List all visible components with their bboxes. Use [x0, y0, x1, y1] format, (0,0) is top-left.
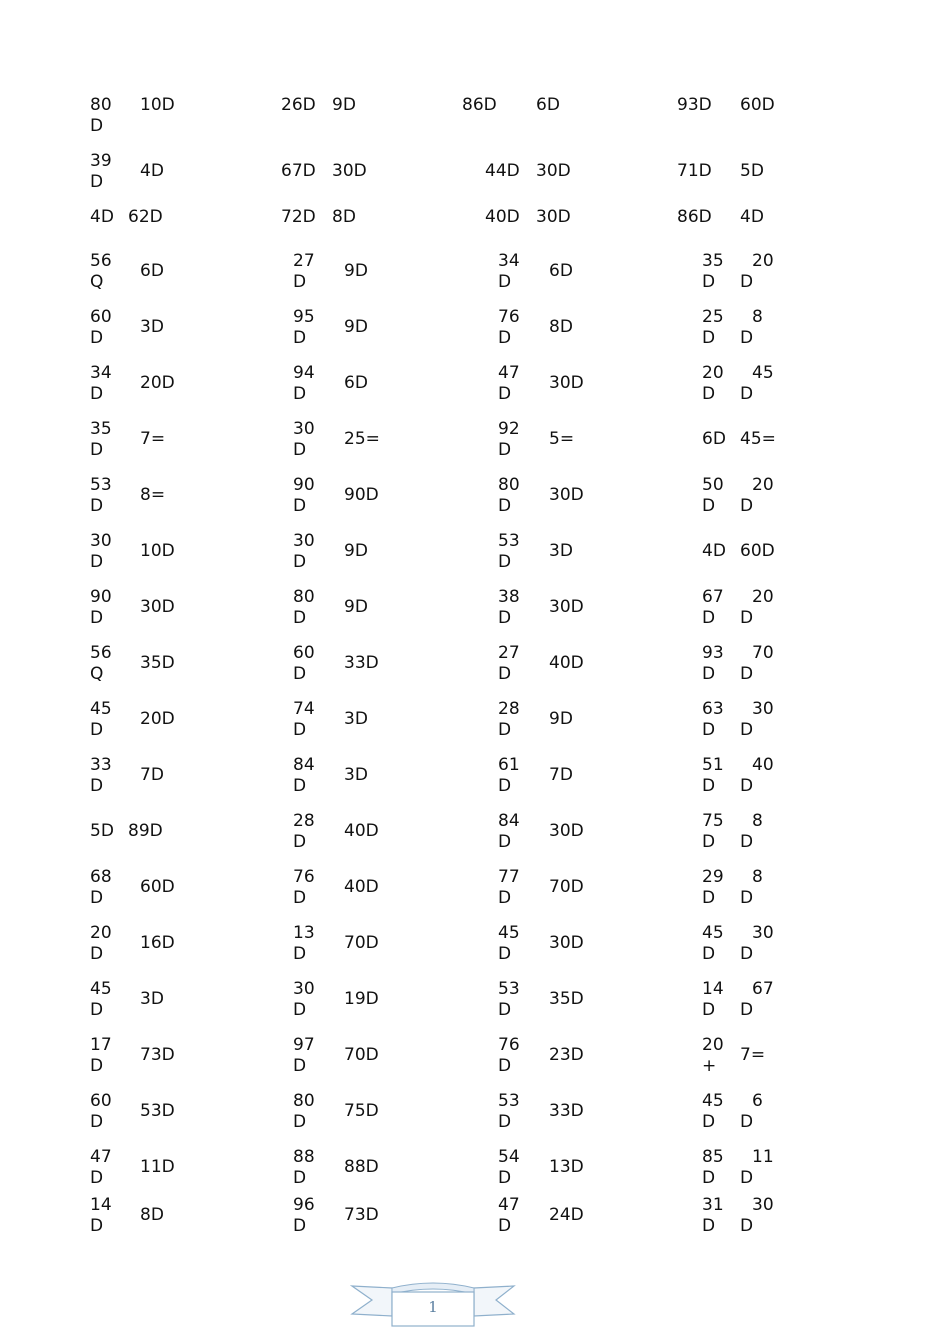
page-footer-ribbon — [350, 1278, 516, 1330]
cell-c6: 35D — [549, 989, 584, 1009]
exercise-row — [0, 475, 950, 531]
cell-c3b: D — [293, 1168, 307, 1188]
cell-c3a: 97 — [293, 1035, 315, 1055]
cell-c5b: D — [498, 1168, 512, 1188]
cell-c2: 8= — [140, 485, 166, 505]
cell-c4: 30D — [332, 161, 367, 181]
cell-c6: 33D — [549, 1101, 584, 1121]
cell-c2: 60D — [140, 877, 175, 897]
cell-c2: 8D — [140, 1205, 164, 1225]
cell-c8a: 20 — [752, 587, 774, 607]
cell-c3b: D — [293, 832, 307, 852]
cell-c1a: 30 — [90, 531, 112, 551]
cell-c8a: 45 — [752, 363, 774, 383]
exercise-row — [0, 1195, 950, 1251]
cell-c7b: D — [702, 888, 716, 908]
cell-c8: 60D — [740, 95, 775, 115]
cell-c6: 30D — [549, 373, 584, 393]
cell-c1b: D — [90, 1056, 104, 1076]
cell-c5b: D — [498, 384, 512, 404]
cell-c4: 40D — [344, 877, 379, 897]
cell-c7b: + — [702, 1056, 717, 1076]
cell-c7b: D — [702, 1216, 716, 1236]
cell-c1a: 53 — [90, 475, 112, 495]
cell-c2: 3D — [140, 989, 164, 1009]
cell-c1b: D — [90, 440, 104, 460]
cell-c2: 6D — [140, 261, 164, 281]
exercise-row — [0, 923, 950, 979]
cell-c8: 5D — [740, 161, 764, 181]
cell-c5a: 34 — [498, 251, 520, 271]
cell-c1a: 34 — [90, 363, 112, 383]
cell-c3a: 13 — [293, 923, 315, 943]
cell-c5a: 84 — [498, 811, 520, 831]
cell-c5b: D — [498, 776, 512, 796]
cell-c8a: 20 — [752, 251, 774, 271]
cell-c5b: D — [498, 272, 512, 292]
cell-c8a: 6 — [752, 1091, 763, 1111]
cell-c4: 40D — [344, 821, 379, 841]
cell-c7a: 51 — [702, 755, 724, 775]
cell-c5b: D — [498, 664, 512, 684]
cell-c3b: D — [293, 1112, 307, 1132]
cell-c1a: 33 — [90, 755, 112, 775]
cell-c6: 30D — [549, 485, 584, 505]
cell-c5a: 54 — [498, 1147, 520, 1167]
cell-c2: 30D — [140, 597, 175, 617]
cell-c2: 7D — [140, 765, 164, 785]
cell-c7a: 63 — [702, 699, 724, 719]
cell-c7b: D — [702, 328, 716, 348]
cell-c3b: D — [293, 664, 307, 684]
cell-c5a: 53 — [498, 531, 520, 551]
cell-c6: 13D — [549, 1157, 584, 1177]
cell-c8a: 8 — [752, 307, 763, 327]
cell-c3a: 74 — [293, 699, 315, 719]
cell-c4: 9D — [344, 317, 368, 337]
cell-c8b: D — [740, 664, 754, 684]
cell-c3b: D — [293, 1000, 307, 1020]
cell-c1a: 90 — [90, 587, 112, 607]
cell-c2: 89D — [128, 821, 163, 841]
cell-c4: 33D — [344, 653, 379, 673]
cell-c7a: 29 — [702, 867, 724, 887]
cell-c5a: 47 — [498, 1195, 520, 1215]
cell-c5b: D — [498, 440, 512, 460]
cell-c3a: 27 — [293, 251, 315, 271]
cell-c7b: D — [702, 496, 716, 516]
cell-c8b: D — [740, 888, 754, 908]
cell-c1a: 56 — [90, 643, 112, 663]
cell-c3a: 30 — [293, 419, 315, 439]
cell-c6: 8D — [549, 317, 573, 337]
cell-c4: 9D — [344, 597, 368, 617]
cell-c2: 20D — [140, 709, 175, 729]
cell-c1a: 56 — [90, 251, 112, 271]
cell-c3: 67D — [281, 161, 316, 181]
cell-c5b: D — [498, 944, 512, 964]
cell-c5b: D — [498, 888, 512, 908]
cell-c2: 11D — [140, 1157, 175, 1177]
cell-c7: 4D — [702, 541, 726, 561]
cell-c6: 40D — [549, 653, 584, 673]
cell-c7b: D — [702, 1168, 716, 1188]
cell-c3b: D — [293, 384, 307, 404]
cell-c5: 40D — [485, 207, 520, 227]
cell-c4: 19D — [344, 989, 379, 1009]
cell-c3a: 30 — [293, 979, 315, 999]
cell-c6: 70D — [549, 877, 584, 897]
cell-c7a: 67 — [702, 587, 724, 607]
cell-c5a: 76 — [498, 307, 520, 327]
cell-c3b: D — [293, 1056, 307, 1076]
cell-c5b: D — [498, 1056, 512, 1076]
cell-c5b: D — [498, 496, 512, 516]
cell-c6: 6D — [536, 95, 560, 115]
cell-c7: 86D — [677, 207, 712, 227]
exercise-row — [0, 643, 950, 699]
cell-c1b: D — [90, 328, 104, 348]
cell-c8b: D — [740, 496, 754, 516]
cell-c8a: 40 — [752, 755, 774, 775]
cell-c5a: 92 — [498, 419, 520, 439]
cell-c8a: 8 — [752, 811, 763, 831]
cell-c4: 3D — [344, 709, 368, 729]
cell-c3: 26D — [281, 95, 316, 115]
cell-c3: 72D — [281, 207, 316, 227]
cell-c1b: D — [90, 888, 104, 908]
cell-c5b: D — [498, 552, 512, 572]
cell-c7b: D — [702, 608, 716, 628]
cell-c3b: D — [293, 1216, 307, 1236]
cell-c8a: 30 — [752, 699, 774, 719]
cell-c2: 62D — [128, 207, 163, 227]
cell-c7b: D — [702, 944, 716, 964]
cell-c7a: 31 — [702, 1195, 724, 1215]
cell-c7b: D — [702, 776, 716, 796]
cell-c1a: 60 — [90, 307, 112, 327]
cell-c8a: 67 — [752, 979, 774, 999]
cell-c5b: D — [498, 1000, 512, 1020]
cell-c7a: 45 — [702, 923, 724, 943]
cell-c1b: D — [90, 116, 104, 136]
cell-c2: 3D — [140, 317, 164, 337]
exercise-row — [0, 1035, 950, 1091]
cell-c4: 9D — [344, 261, 368, 281]
cell-c5a: 45 — [498, 923, 520, 943]
cell-c6: 23D — [549, 1045, 584, 1065]
cell-c7a: 25 — [702, 307, 724, 327]
cell-c3a: 60 — [293, 643, 315, 663]
cell-c5a: 76 — [498, 1035, 520, 1055]
cell-c1b: D — [90, 776, 104, 796]
page-number: 1 — [428, 1298, 438, 1316]
cell-c2: 53D — [140, 1101, 175, 1121]
cell-c6: 30D — [536, 207, 571, 227]
cell-c8b: D — [740, 272, 754, 292]
cell-c3b: D — [293, 888, 307, 908]
cell-c4: 70D — [344, 1045, 379, 1065]
cell-c1: 4D — [90, 207, 114, 227]
cell-c5b: D — [498, 608, 512, 628]
cell-c7: 6D — [702, 429, 726, 449]
cell-c2: 10D — [140, 95, 175, 115]
cell-c6: 9D — [549, 709, 573, 729]
cell-c5b: D — [498, 1216, 512, 1236]
cell-c8a: 11 — [752, 1147, 774, 1167]
cell-c3a: 80 — [293, 587, 315, 607]
cell-c1a: 35 — [90, 419, 112, 439]
cell-c1a: 80 — [90, 95, 112, 115]
cell-c3b: D — [293, 552, 307, 572]
cell-c8b: D — [740, 1000, 754, 1020]
cell-c2: 7= — [140, 429, 166, 449]
cell-c5b: D — [498, 1112, 512, 1132]
cell-c7a: 35 — [702, 251, 724, 271]
exercise-row — [0, 531, 950, 587]
cell-c3a: 76 — [293, 867, 315, 887]
exercise-row — [0, 867, 950, 923]
cell-c8b: D — [740, 1168, 754, 1188]
cell-c7a: 14 — [702, 979, 724, 999]
cell-c5: 44D — [485, 161, 520, 181]
exercise-row — [0, 699, 950, 755]
cell-c3a: 88 — [293, 1147, 315, 1167]
cell-c5a: 38 — [498, 587, 520, 607]
cell-c5a: 47 — [498, 363, 520, 383]
cell-c7b: D — [702, 664, 716, 684]
cell-c1b: D — [90, 944, 104, 964]
cell-c1b: D — [90, 1000, 104, 1020]
cell-c1b: D — [90, 720, 104, 740]
cell-c1b: Q — [90, 272, 104, 292]
cell-c6: 30D — [536, 161, 571, 181]
cell-c8b: D — [740, 944, 754, 964]
cell-c1a: 20 — [90, 923, 112, 943]
cell-c8a: 30 — [752, 923, 774, 943]
cell-c1b: D — [90, 384, 104, 404]
cell-c8: 45= — [740, 429, 776, 449]
cell-c4: 90D — [344, 485, 379, 505]
cell-c5a: 77 — [498, 867, 520, 887]
cell-c1b: D — [90, 496, 104, 516]
cell-c1a: 45 — [90, 699, 112, 719]
cell-c7a: 45 — [702, 1091, 724, 1111]
cell-c1a: 47 — [90, 1147, 112, 1167]
exercise-row — [0, 979, 950, 1035]
cell-c8: 4D — [740, 207, 764, 227]
cell-c1b: Q — [90, 664, 104, 684]
cell-c5a: 80 — [498, 475, 520, 495]
cell-c7b: D — [702, 720, 716, 740]
cell-c6: 3D — [549, 541, 573, 561]
cell-c3a: 30 — [293, 531, 315, 551]
cell-c1b: D — [90, 552, 104, 572]
cell-c1b: D — [90, 1112, 104, 1132]
cell-c7a: 93 — [702, 643, 724, 663]
cell-c3b: D — [293, 776, 307, 796]
cell-c8b: D — [740, 1112, 754, 1132]
cell-c8a: 70 — [752, 643, 774, 663]
cell-c5a: 53 — [498, 979, 520, 999]
cell-c1a: 60 — [90, 1091, 112, 1111]
cell-c2: 16D — [140, 933, 175, 953]
cell-c8b: D — [740, 328, 754, 348]
cell-c8a: 30 — [752, 1195, 774, 1215]
cell-c4: 9D — [344, 541, 368, 561]
cell-c7b: D — [702, 1000, 716, 1020]
cell-c6: 30D — [549, 597, 584, 617]
cell-c3b: D — [293, 608, 307, 628]
cell-c4: 3D — [344, 765, 368, 785]
cell-c8a: 20 — [752, 475, 774, 495]
cell-c8b: D — [740, 776, 754, 796]
cell-c5: 86D — [462, 95, 497, 115]
cell-c1b: D — [90, 1216, 104, 1236]
cell-c7a: 20 — [702, 1035, 724, 1055]
cell-c3a: 95 — [293, 307, 315, 327]
cell-c4: 75D — [344, 1101, 379, 1121]
cell-c5b: D — [498, 328, 512, 348]
cell-c6: 30D — [549, 933, 584, 953]
cell-c7b: D — [702, 832, 716, 852]
cell-c1a: 17 — [90, 1035, 112, 1055]
cell-c3a: 94 — [293, 363, 315, 383]
exercise-row — [0, 1091, 950, 1147]
cell-c3b: D — [293, 496, 307, 516]
cell-c6: 6D — [549, 261, 573, 281]
cell-c2: 10D — [140, 541, 175, 561]
cell-c1b: D — [90, 1168, 104, 1188]
cell-c2: 73D — [140, 1045, 175, 1065]
cell-c5a: 28 — [498, 699, 520, 719]
exercise-row — [0, 755, 950, 811]
cell-c3b: D — [293, 440, 307, 460]
cell-c6: 24D — [549, 1205, 584, 1225]
cell-c7a: 85 — [702, 1147, 724, 1167]
exercise-row — [0, 587, 950, 643]
cell-c8: 7= — [740, 1045, 766, 1065]
cell-c8b: D — [740, 384, 754, 404]
exercise-row — [0, 151, 950, 207]
cell-c1: 5D — [90, 821, 114, 841]
cell-c1a: 68 — [90, 867, 112, 887]
cell-c7b: D — [702, 272, 716, 292]
cell-c3a: 96 — [293, 1195, 315, 1215]
exercise-row — [0, 811, 950, 867]
cell-c5a: 53 — [498, 1091, 520, 1111]
cell-c3b: D — [293, 328, 307, 348]
cell-c8b: D — [740, 720, 754, 740]
cell-c2: 35D — [140, 653, 175, 673]
cell-c2: 4D — [140, 161, 164, 181]
cell-c1b: D — [90, 608, 104, 628]
cell-c2: 20D — [140, 373, 175, 393]
cell-c7a: 20 — [702, 363, 724, 383]
cell-c6: 7D — [549, 765, 573, 785]
cell-c7a: 50 — [702, 475, 724, 495]
cell-c1a: 14 — [90, 1195, 112, 1215]
cell-c7: 93D — [677, 95, 712, 115]
cell-c3a: 80 — [293, 1091, 315, 1111]
cell-c7b: D — [702, 1112, 716, 1132]
cell-c8b: D — [740, 1216, 754, 1236]
cell-c5b: D — [498, 832, 512, 852]
exercise-row — [0, 307, 950, 363]
cell-c5a: 61 — [498, 755, 520, 775]
cell-c4: 8D — [332, 207, 356, 227]
cell-c3b: D — [293, 944, 307, 964]
cell-c7b: D — [702, 384, 716, 404]
cell-c8b: D — [740, 608, 754, 628]
cell-c4: 9D — [332, 95, 356, 115]
cell-c4: 88D — [344, 1157, 379, 1177]
cell-c3a: 28 — [293, 811, 315, 831]
exercise-row — [0, 419, 950, 475]
cell-c4: 25= — [344, 429, 380, 449]
cell-c3b: D — [293, 272, 307, 292]
cell-c3a: 90 — [293, 475, 315, 495]
cell-c4: 73D — [344, 1205, 379, 1225]
cell-c3a: 84 — [293, 755, 315, 775]
exercise-row — [0, 251, 950, 307]
cell-c7a: 75 — [702, 811, 724, 831]
exercise-row — [0, 363, 950, 419]
cell-c6: 5= — [549, 429, 575, 449]
exercise-row — [0, 95, 950, 151]
cell-c8b: D — [740, 832, 754, 852]
cell-c6: 30D — [549, 821, 584, 841]
cell-c8: 60D — [740, 541, 775, 561]
cell-c4: 70D — [344, 933, 379, 953]
cell-c5a: 27 — [498, 643, 520, 663]
cell-c8a: 8 — [752, 867, 763, 887]
cell-c1a: 39 — [90, 151, 112, 171]
cell-c3b: D — [293, 720, 307, 740]
cell-c1a: 45 — [90, 979, 112, 999]
cell-c1b: D — [90, 172, 104, 192]
cell-c7: 71D — [677, 161, 712, 181]
cell-c5b: D — [498, 720, 512, 740]
cell-c4: 6D — [344, 373, 368, 393]
